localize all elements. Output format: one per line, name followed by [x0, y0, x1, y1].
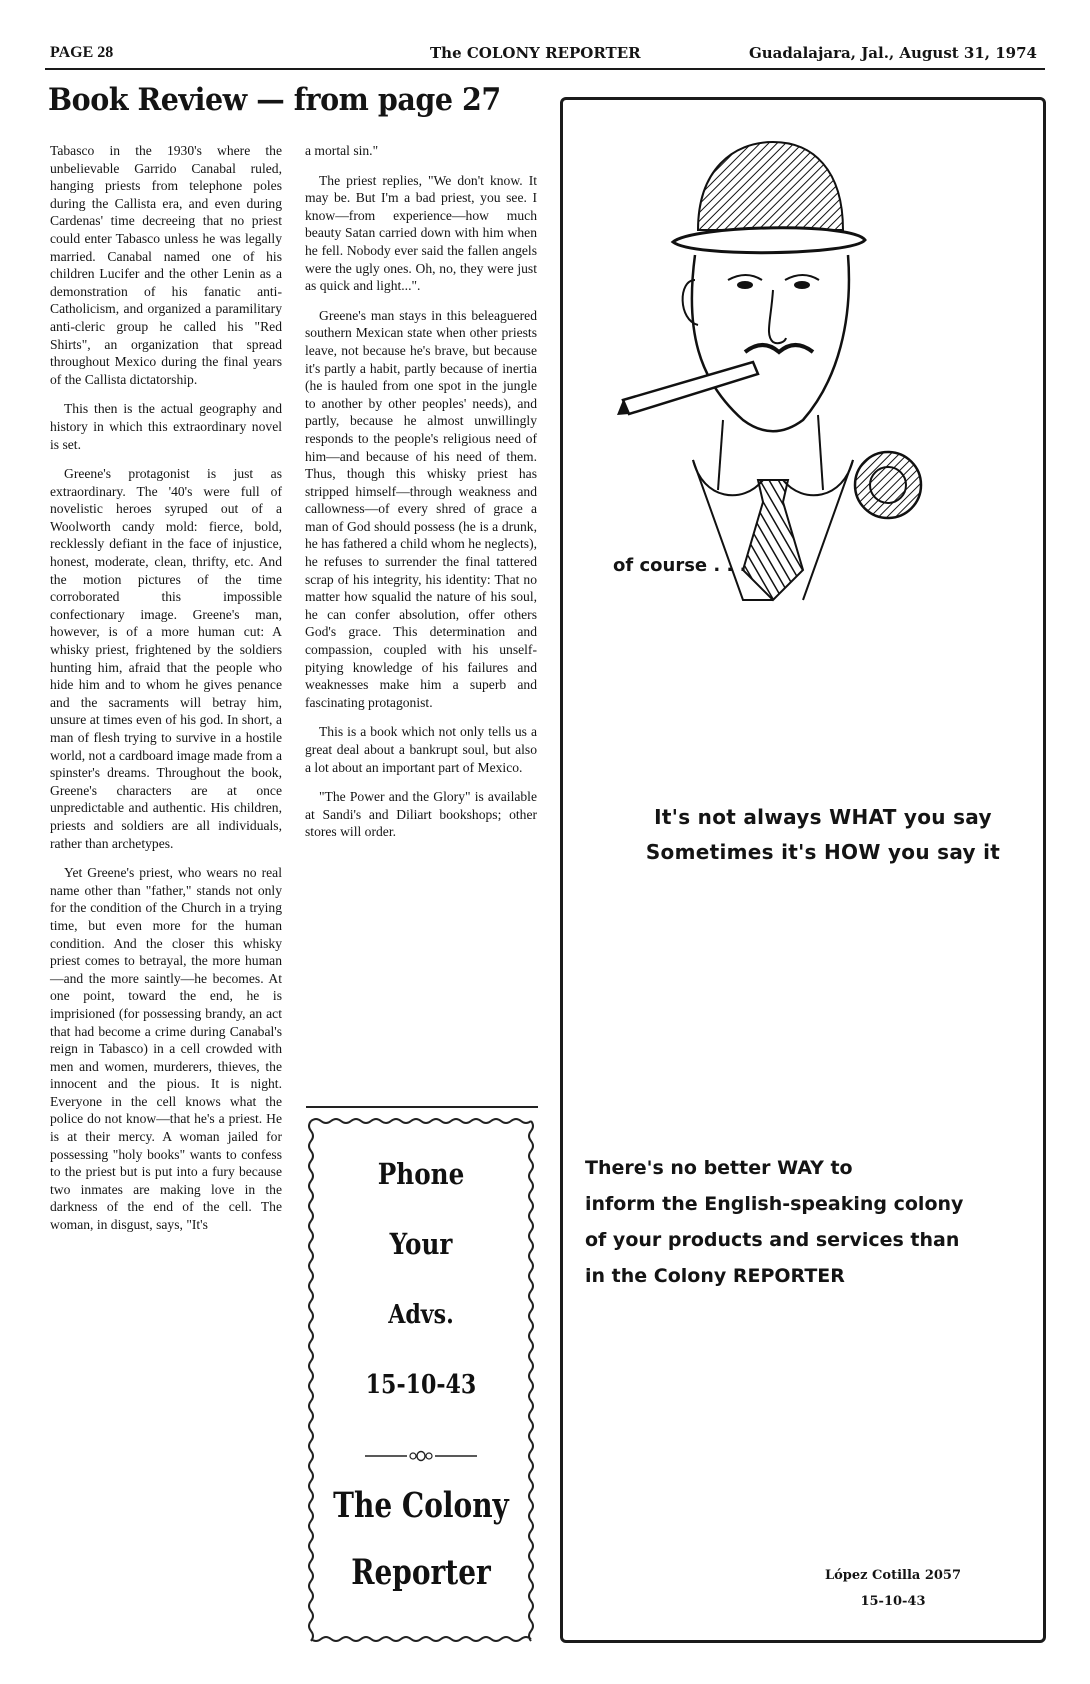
publication-name: The COLONY REPORTER: [430, 44, 641, 62]
page-number: PAGE 28: [50, 44, 114, 61]
phone-ad-line-2: Your: [389, 1227, 453, 1261]
promo-text: [585, 1150, 1035, 1294]
paragraph: Greene's protagonist is just as extraordinary. The '40's were full of novelistic heroes syruped out of a Woolworth candy mold: fierce, bold, recklessly defiant in the face of injustice, honest, moderate, clean, thrifty, etc. And the motion pictures of the time corroborated this impossible confectionary image. Greene's man, however, is of a more human cut: A whisky priest, frightened by the soldiers hunting him, afraid that the people who hide him and to whom he gives penance and the sacraments will betray him, unsure at times even of his god. In short, a man of flesh trying to survive in a hostile world, not a cardboard image made from a spinster's dreams. Throughout the book, Greene's characters are at once unpredictable and authentic. His children, priests and soldiers are all individuals, rather than archetypes.: [50, 466, 282, 851]
page-header: [45, 40, 1045, 68]
advertisement-box: [560, 97, 1046, 1643]
article-headline: Book Review — from page 27: [48, 82, 501, 118]
promo-line: in the Colony REPORTER: [585, 1265, 845, 1287]
phone-ad-name-1: The Colony: [333, 1485, 509, 1526]
ad-address: López Cotilla 2057: [824, 1568, 962, 1583]
slogan-line-1: It's not always WHAT you say: [654, 805, 992, 829]
paragraph: This then is the actual geography and history in which this extraordinary novel is set.: [50, 401, 282, 452]
promo-line: of your products and services than: [585, 1229, 960, 1251]
paragraph: a mortal sin.": [305, 143, 379, 158]
paragraph: Greene's man stays in this beleaguered southern Mexican state when other priests leave, not because he's brave, but because it's partly a habit, partly because of inertia (he is hauled from one spot in the jungle to another by other peoples' needs), and partly, because he almost unwillingly responds to the people's religious need of him—and because of his need of them. Thus, though this whisky priest has stripped himself—through weakness and callowness—of every shred of grace a man of God should possess (he is a drunk, he has fathered a child whom he neglects), he refuses to surrender the final tattered scrap of his integrity, his identity: That no matter how squalid the nature of his soul, he can confer absolution, offer others God's grace. This determination and compassion, coupled with his unself-pitying knowledge of his failures and weaknesses make him a superb and fascinating protagonist.: [305, 307, 537, 710]
promo-line: There's no better WAY to: [585, 1157, 853, 1179]
column-end-rule: [306, 1106, 538, 1108]
paragraph: The priest replies, "We don't know. It may be. But I'm a bad priest, you see. I know—from experience—how much beauty Satan carried down with him when he fell. Nobody ever said the fallen angels were the ugly ones. Oh, no, they were just as quick and light...".: [305, 172, 537, 294]
dateline: Guadalajara, Jal., August 31, 1974: [748, 44, 1037, 62]
paragraph: This is a book which not only tells us a great deal about a bankrupt soul, but also a lot about an important part of Mexico.: [305, 724, 537, 775]
phone-ad-box: [305, 1115, 537, 1645]
phone-ad-number: 15-10-43: [365, 1370, 477, 1400]
promo-line: inform the English-speaking colony: [585, 1193, 964, 1215]
paragraph: Tabasco in the 1930's where the unbelievable Garrido Canabal ruled, hanging priests from telephone poles during the Callista era, and even during Cardenas' time decreeing that no priest could enter Tabasco unless he was legally married. Canabal named one of his children Lucifer and the other Lenin as a demonstration of his fanatic anti-Catholicism, and organized a paramilitary anti-cleric group he called his "Red Shirts", an organization that spread throughout Mexico during the final years of the Callista dictatorship.: [50, 143, 282, 387]
phone-ad-name-2: Reporter: [351, 1552, 491, 1593]
article-column-2: [305, 142, 537, 853]
article-column-1: [50, 142, 282, 1246]
header-rule: [45, 68, 1045, 70]
phone-ad-line-1: Phone: [377, 1157, 465, 1191]
of-course-text: of course . . .: [613, 555, 747, 576]
phone-ad-line-3: Advs.: [388, 1300, 454, 1330]
ornament-divider-icon: [365, 1450, 477, 1462]
slogan-line-2: Sometimes it's HOW you say it: [645, 840, 1001, 864]
paragraph: Yet Greene's priest, who wears no real name other than "father," stands not only for the condition of the Church in a trying time, but even more for the human condition. And the closer this whisky priest comes to betrayal, the more human—and the more saintly—he becomes. At one point, toward the end, he is imprisioned (for possessing brandy, an act that had become a crime during Canabal's reign in Tabasco) in a cell crowded with men and women, murderers, thieves, the innocent and the pious. It is night. Everyone in the cell knows what the police do not know—that he's a priest. He is at their mercy. A woman jailed for possessing "holy books" wants to confess to the priest but is put into a fury because two inmates are making love in the darkness of the end of the cell. The woman, in disgust, says, "It's: [50, 865, 282, 1233]
paragraph: "The Power and the Glory" is available at Sandi's and Diliart bookshops; other stores will order.: [305, 789, 537, 840]
ad-phone: 15-10-43: [860, 1594, 926, 1609]
